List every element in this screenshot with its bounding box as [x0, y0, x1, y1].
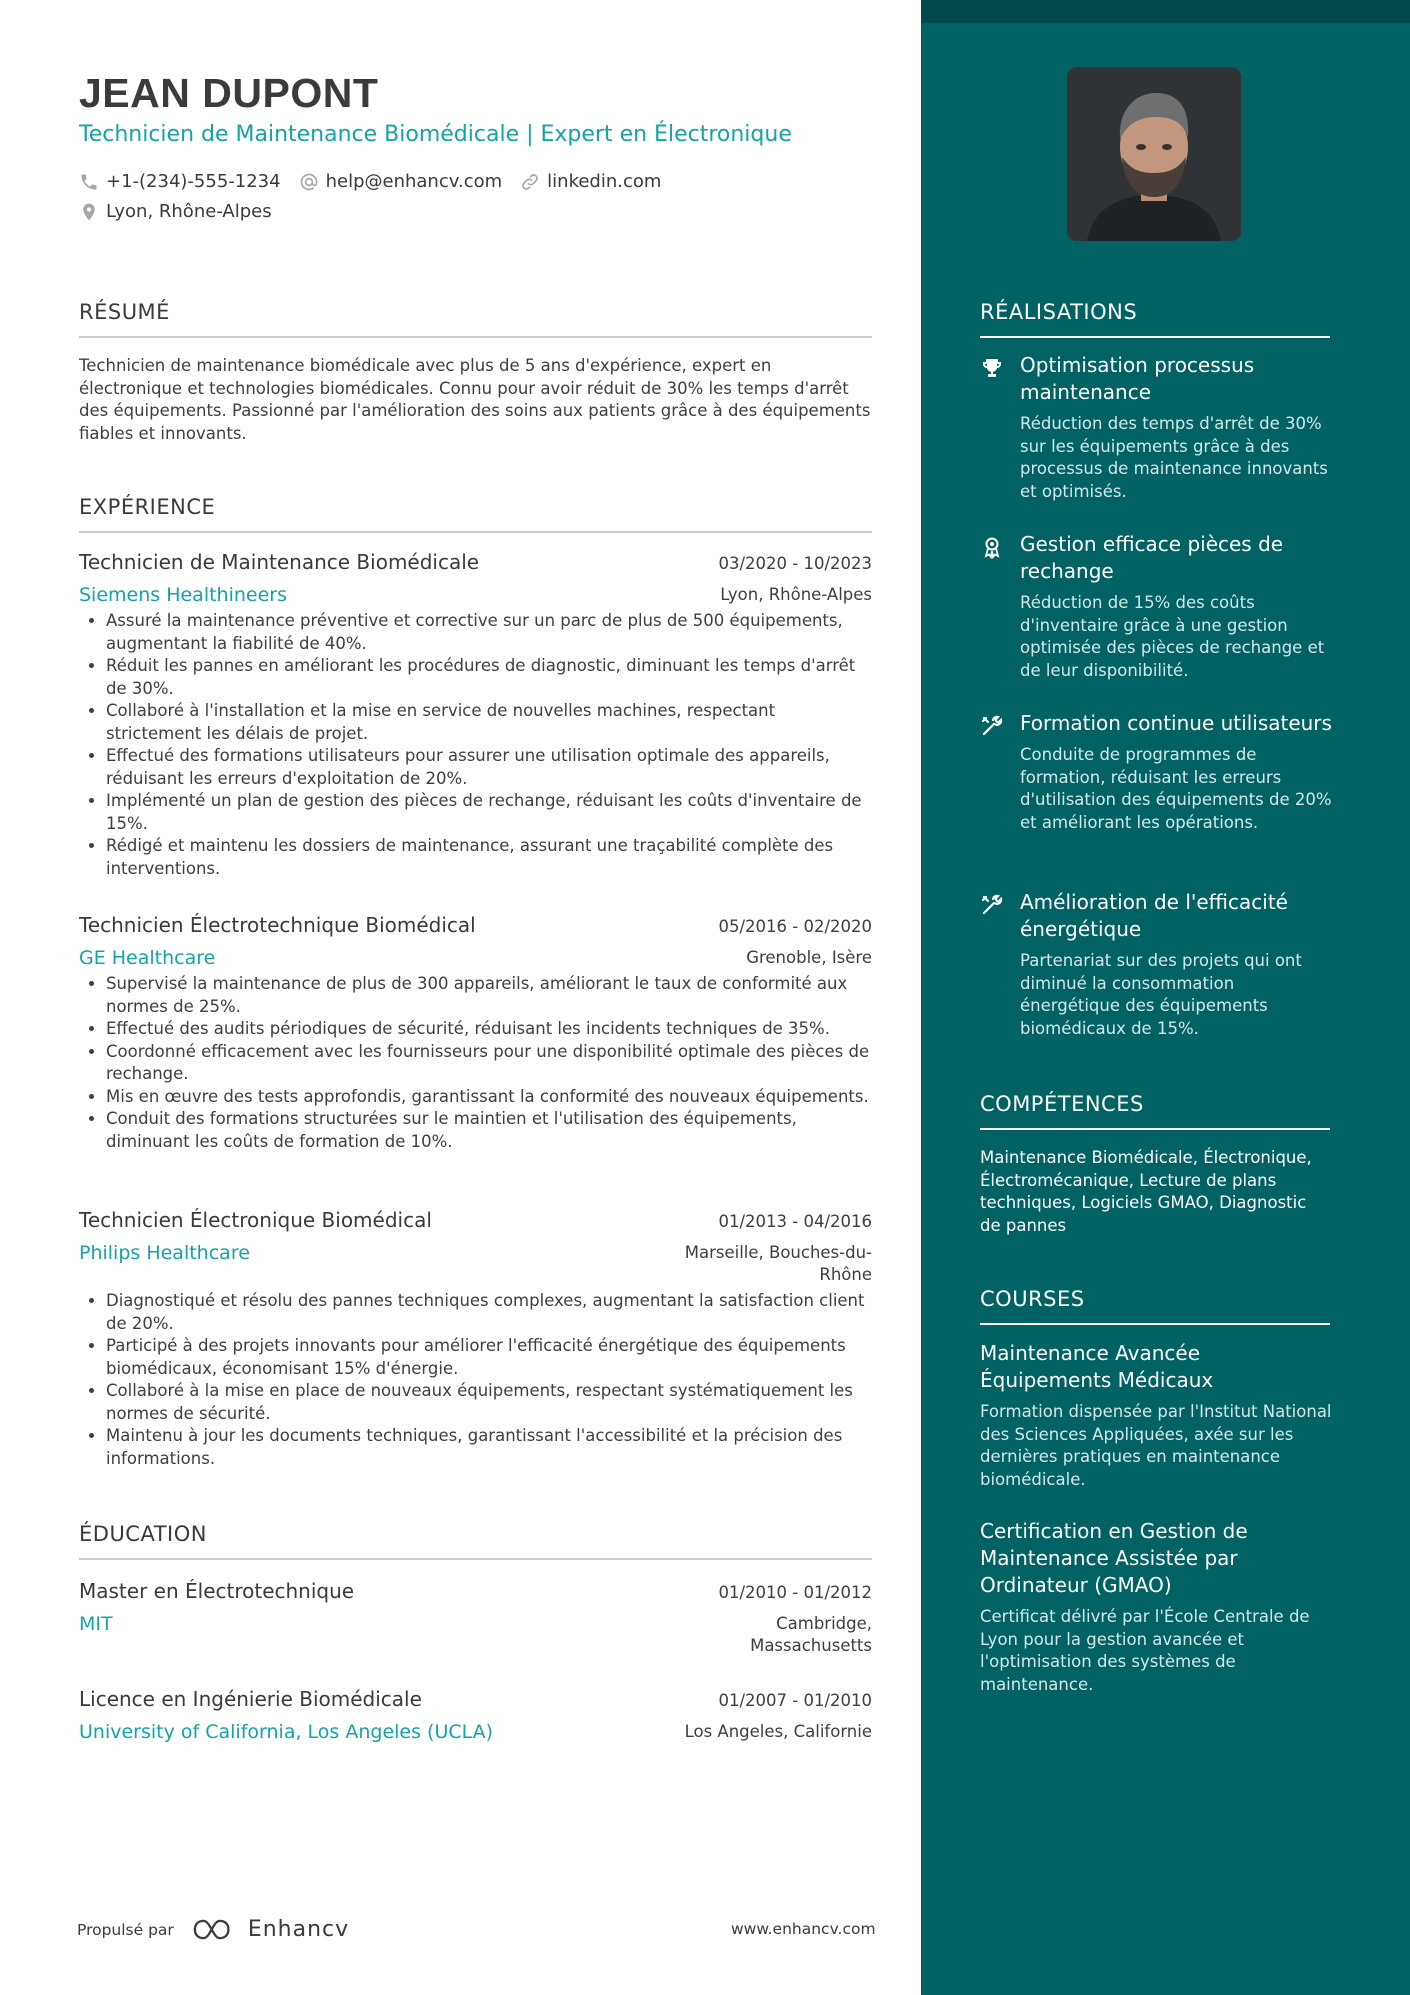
- bullet-item: • Mis en œuvre des tests approfondis, garantissant la conformité des nouveaux équipements.: [106, 1086, 872, 1109]
- bullet-item: • Implémenté un plan de gestion des pièces de rechange, réduisant les coûts d'inventaire de 15%.: [106, 790, 872, 835]
- candidate-title: Technicien de Maintenance Biomédicale | Expert en Électronique: [79, 122, 792, 147]
- degree-title: Licence en Ingénierie Biomédicale: [79, 1687, 422, 1711]
- phone-icon: [79, 172, 99, 192]
- at-icon: [299, 172, 319, 192]
- bullet-item: • Supervisé la maintenance de plus de 300 appareils, améliorant le taux de conformité aux normes de 25%.: [106, 973, 872, 1018]
- course-item: [980, 1340, 1332, 1491]
- job-bullets: [79, 973, 872, 1153]
- job-dates: 03/2020 - 10/2023: [718, 554, 872, 573]
- bullet-item: • Coordonné efficacement avec les fournisseurs pour une disponibilité optimale des pièces de rechange.: [106, 1041, 872, 1086]
- achievement-desc: Conduite de programmes de formation, réduisant les erreurs d'utilisation des équipements de 20% et améliorant les opérations.: [1020, 745, 1332, 832]
- skills-heading: COMPÉTENCES: [980, 1092, 1330, 1130]
- summary-text: Technicien de maintenance biomédicale avec plus de 5 ans d'expérience, expert en électronique et technologies biomédicales. Connu pour avoir réduit de 30% les temps d'arrêt des équipements. Passionné par l'amélioration des soins aux patients grâce à des équipements fiables et innovants.: [79, 356, 871, 443]
- contact-phone: [79, 171, 281, 192]
- job-title: Technicien de Maintenance Biomédicale: [79, 550, 480, 574]
- contact-row: [79, 171, 661, 192]
- course-desc: Certificat délivré par l'École Centrale de Lyon pour la gestion avancée et l'optimisation des systèmes de maintenance.: [980, 1607, 1310, 1694]
- bullet-item: • Conduit des formations structurées sur le maintien et l'utilisation des équipements, diminuant les coûts de formation de 10%.: [106, 1108, 872, 1153]
- experience-item: [79, 1208, 872, 1470]
- course-title: Maintenance Avancée Équipements Médicaux: [980, 1341, 1214, 1392]
- achievement-title: Gestion efficace pièces de rechange: [1020, 532, 1284, 583]
- sidebar-top-band: [921, 0, 1410, 23]
- education-dates: 01/2007 - 01/2010: [718, 1691, 872, 1710]
- bullet-item: • Réduit les pannes en améliorant les procédures de diagnostic, diminuant les temps d'arrêt de 30%.: [106, 655, 872, 700]
- bullet-item: • Maintenu à jour les documents techniques, garantissant l'accessibilité et la précision des informations.: [106, 1425, 872, 1470]
- contact-location: [79, 201, 272, 222]
- company-name: Siemens Healthineers: [79, 584, 288, 606]
- website-text[interactable]: linkedin.com: [547, 171, 662, 192]
- experience-heading: EXPÉRIENCE: [79, 495, 872, 533]
- skills-text: Maintenance Biomédicale, Électronique, Électromécanique, Lecture de plans techniques, Logiciels GMAO, Diagnostic de pannes: [980, 1148, 1312, 1235]
- bullet-item: • Effectué des formations utilisateurs pour assurer une utilisation optimale des appareils, réduisant les erreurs d'exploitation de 20%.: [106, 745, 872, 790]
- bullet-item: • Collaboré à la mise en place de nouveaux équipements, respectant systématiquement les normes de sécurité.: [106, 1380, 872, 1425]
- footer-website[interactable]: www.enhancv.com: [731, 1920, 876, 1938]
- job-dates: 05/2016 - 02/2020: [718, 917, 872, 936]
- bullet-item: • Diagnostiqué et résolu des pannes techniques complexes, augmentant la satisfaction client de 20%.: [106, 1290, 872, 1335]
- education-item: [79, 1687, 872, 1743]
- achievement-desc: Partenariat sur des projets qui ont diminué la consommation énergétique des équipements biomédicaux de 15%.: [1020, 951, 1302, 1038]
- achievement-item: [980, 531, 1332, 682]
- achievement-item: [980, 889, 1332, 1040]
- degree-title: Master en Électrotechnique: [79, 1579, 355, 1603]
- school-name: University of California, Los Angeles (UCLA): [79, 1721, 494, 1743]
- achievement-desc: Réduction des temps d'arrêt de 30% sur les équipements grâce à des processus de maintenance innovants et optimisés.: [1020, 414, 1328, 501]
- achievement-item: [980, 710, 1332, 834]
- job-location: Lyon, Rhône-Alpes: [720, 585, 872, 604]
- brand-logo[interactable]: [192, 1917, 349, 1942]
- company-name: Philips Healthcare: [79, 1242, 250, 1264]
- email-text[interactable]: help@enhancv.com: [325, 171, 503, 192]
- course-desc: Formation dispensée par l'Institut National des Sciences Appliquées, axée sur les dernières pratiques en maintenance biomédicale.: [980, 1402, 1332, 1489]
- contact-website: [520, 171, 661, 192]
- experience-item: [79, 550, 872, 880]
- job-bullets: [79, 610, 872, 880]
- job-title: Technicien Électrotechnique Biomédical: [79, 913, 476, 937]
- contact-email: [299, 171, 503, 192]
- contact-location-row: [79, 201, 272, 222]
- enhancv-logo-icon: [192, 1917, 238, 1942]
- job-location: Marseille, Bouches-du-Rhône: [684, 1243, 872, 1284]
- achievements-heading: RÉALISATIONS: [980, 300, 1330, 338]
- tools-icon: [980, 710, 1006, 834]
- achievement-title: Formation continue utilisateurs: [1020, 711, 1332, 735]
- achievement-item: [980, 352, 1332, 503]
- achievement-title: Amélioration de l'efficacité énergétique: [1020, 890, 1288, 941]
- location-pin-icon: [79, 202, 99, 222]
- trophy-icon: [980, 352, 1006, 503]
- job-bullets: [79, 1290, 872, 1470]
- job-dates: 01/2013 - 04/2016: [718, 1212, 872, 1231]
- course-item: [980, 1518, 1332, 1696]
- bullet-item: • Assuré la maintenance préventive et corrective sur un parc de plus de 500 équipements, augmentant la fiabilité de 40%.: [106, 610, 872, 655]
- location-text: Lyon, Rhône-Alpes: [106, 201, 272, 222]
- footer-branding: [77, 1917, 349, 1942]
- tools-icon: [980, 889, 1006, 1040]
- education-location: Cambridge, Massachusetts: [750, 1614, 872, 1655]
- profile-photo: [1067, 67, 1241, 241]
- award-icon: [980, 531, 1006, 682]
- courses-heading: COURSES: [980, 1287, 1330, 1325]
- course-title: Certification en Gestion de Maintenance Assistée par Ordinateur (GMAO): [980, 1519, 1248, 1597]
- education-dates: 01/2010 - 01/2012: [718, 1583, 872, 1602]
- education-location: Los Angeles, Californie: [684, 1722, 872, 1741]
- summary-heading: RÉSUMÉ: [79, 300, 872, 338]
- job-title: Technicien Électronique Biomédical: [79, 1208, 432, 1232]
- experience-item: [79, 913, 872, 1153]
- bullet-item: • Collaboré à l'installation et la mise en service de nouvelles machines, respectant strictement les délais de projet.: [106, 700, 872, 745]
- phone-text[interactable]: +1-(234)-555-1234: [106, 171, 281, 192]
- education-heading: ÉDUCATION: [79, 1522, 872, 1560]
- bullet-item: • Effectué des audits périodiques de sécurité, réduisant les incidents techniques de 35%.: [106, 1018, 872, 1041]
- achievement-title: Optimisation processus maintenance: [1020, 353, 1255, 404]
- school-name: MIT: [79, 1613, 113, 1635]
- bullet-item: • Participé à des projets innovants pour améliorer l'efficacité énergétique des équipements biomédicaux, économisant 15% d'énergie.: [106, 1335, 872, 1380]
- job-location: Grenoble, Isère: [746, 948, 872, 967]
- brand-name: Enhancv: [247, 1917, 350, 1942]
- candidate-name: JEAN DUPONT: [79, 70, 379, 116]
- achievement-desc: Réduction de 15% des coûts d'inventaire grâce à une gestion optimisée des pièces de rechange et de leur disponibilité.: [1020, 593, 1325, 680]
- link-icon: [520, 172, 540, 192]
- company-name: GE Healthcare: [79, 947, 216, 969]
- education-item: [79, 1579, 872, 1657]
- powered-by-label: Propulsé par: [77, 1920, 174, 1939]
- bullet-item: • Rédigé et maintenu les dossiers de maintenance, assurant une traçabilité complète des interventions.: [106, 835, 872, 880]
